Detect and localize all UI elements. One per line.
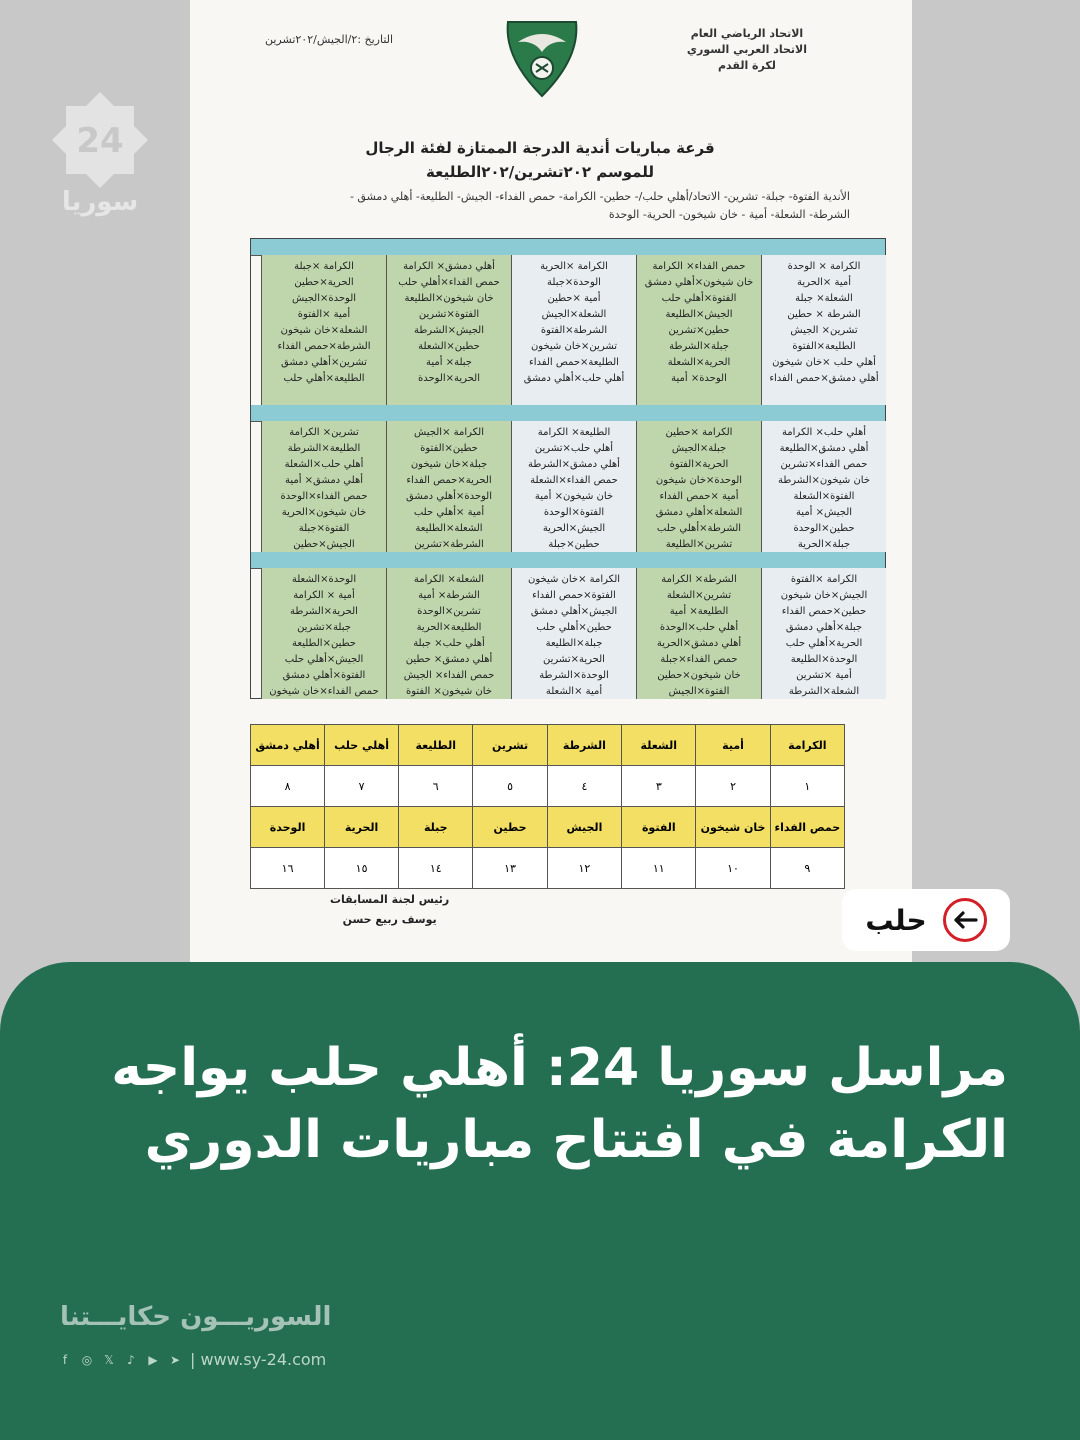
- instagram-icon[interactable]: ◎: [81, 1352, 93, 1367]
- fixture-cell: [761, 568, 886, 699]
- team-number: ٨: [251, 766, 325, 807]
- fixture-match: الشعلة× الكرامة: [413, 574, 485, 585]
- fixture-match: الطليعة×الفتوة: [792, 341, 856, 352]
- team-name: حمص الفداء: [770, 807, 844, 848]
- fixture-match: الفتوة×جبلة: [298, 523, 350, 534]
- arrow-left-icon: [943, 898, 987, 942]
- team-name: الجيش: [547, 807, 622, 848]
- team-name: الحرية: [325, 807, 399, 848]
- fixture-cell: [511, 568, 636, 699]
- tiktok-icon[interactable]: ♪: [127, 1352, 135, 1367]
- fixture-match: حطين×حمص الفداء: [781, 606, 867, 617]
- fixture-match: الحرية×تشرين: [543, 654, 605, 665]
- fixture-match: الشعلة×خان شيخون: [280, 325, 368, 336]
- watermark-word: سوريا: [61, 187, 139, 217]
- team-number: ١٥: [325, 848, 399, 889]
- fixture-cell: [386, 568, 511, 699]
- fixture-match: تشرين×الشعلة: [666, 590, 732, 601]
- fixture-match: الكرامة ×خان شيخون: [527, 574, 621, 585]
- fixture-match: خان شيخون× الفتوة: [406, 686, 492, 697]
- fixture-match: أهلي حلب×الشعلة: [284, 459, 364, 470]
- fixture-match: حطين×تشرين: [668, 325, 730, 336]
- fixture-match: الحرية×الوحدة: [418, 373, 480, 384]
- telegram-icon[interactable]: ➤: [169, 1352, 181, 1367]
- fixture-cell: [511, 421, 636, 552]
- fixture-match: أهلي دمشق× الكرامة: [403, 261, 495, 272]
- fixture-match: الكرامة ×حطين: [665, 427, 733, 438]
- team-name: الفتوة: [622, 807, 696, 848]
- headline: مراسل سوريا 24: أهلي حلب يواجه الكرامة في افتتاح مباريات الدوري: [111, 1038, 1008, 1170]
- fixture-match: الشرطة× الكرامة: [661, 574, 737, 585]
- fixture-match: حمص الفداء×خان شيخون: [269, 686, 379, 697]
- fixture-match: أهلي حلب× جبلة: [413, 638, 485, 649]
- fixture-match: الشعلة×الطليعة: [415, 523, 483, 534]
- team-name: جبلة: [399, 807, 473, 848]
- team-number: ٢: [696, 766, 770, 807]
- fixture-match: الجيش×أهلي حلب: [284, 654, 364, 665]
- fixture-match: الشرطة× أمية: [418, 590, 480, 601]
- fixture-cell: [386, 421, 511, 552]
- round-header: [251, 239, 885, 256]
- doc-title: [340, 136, 740, 184]
- fixture-match: الفتوة×أهلي حلب: [661, 293, 737, 304]
- fixture-match: الحرية×أهلي حلب: [785, 638, 863, 649]
- fixture-match: الطليعة×الحرية: [416, 622, 482, 633]
- fixture-match: تشرين×الطليعة: [665, 539, 733, 550]
- fixture-match: الشعلة×الشرطة: [788, 686, 860, 697]
- fixture-match: حمص الفداء×تشرين: [780, 459, 868, 470]
- fixture-match: الجيش×حطين: [293, 539, 355, 550]
- fixture-match: تشرين×الوحدة: [417, 606, 481, 617]
- fixture-match: جبلة×الجيش: [671, 443, 727, 454]
- fixture-match: الحرية×الشرطة: [290, 606, 358, 617]
- fixture-match: الفتوة×الجيش: [668, 686, 730, 697]
- fixture-match: الجيش×خان شيخون: [780, 590, 868, 601]
- fixture-cell: [761, 421, 886, 552]
- fixture-match: خان شيخون×الحرية: [281, 507, 367, 518]
- fixture-match: الشعلة×الجيش: [541, 309, 607, 320]
- fixture-cell: [636, 568, 761, 699]
- fixture-match: الشرطة×أهلي حلب: [656, 523, 742, 534]
- signature-block: [330, 890, 449, 930]
- fixture-match: أهلي دمشق×حمص الفداء: [769, 373, 879, 384]
- fixture-match: حطين×جبلة: [548, 539, 600, 550]
- fixture-match: أهلي حلب×الوحدة: [659, 622, 739, 633]
- team-number: ١٠: [696, 848, 770, 889]
- clubs-line: الأندية الفتوة- جبلة- تشرين- الاتحاد/أهلي حلب/- حطين- الكرامة- حمص الفداء- الجيش- الطليعة- أهلي دمشق -: [349, 190, 850, 203]
- fixture-match: الحرية×حمص الفداء: [406, 475, 492, 486]
- fixture-match: الحرية×حطين: [294, 277, 354, 288]
- signature-name: يوسف ربيع حسن: [342, 913, 437, 926]
- fixture-match: أهلي دمشق×الحرية: [656, 638, 742, 649]
- fixture-match: حمص الفداء×أهلي حلب: [398, 277, 500, 288]
- fixture-match: جبلة×الشرطة: [669, 341, 729, 352]
- fixture-match: الطليعة×الشرطة: [287, 443, 361, 454]
- fixture-cell: [511, 255, 636, 405]
- fixture-match: الكرامة ×جبلة: [294, 261, 354, 272]
- fixture-match: أمية ×حمص الفداء: [659, 491, 739, 502]
- fixture-match: حطين×الشعلة: [418, 341, 480, 352]
- fixture-match: حمص الفداء× الكرامة: [652, 261, 746, 272]
- team-name: تشرين: [473, 725, 547, 766]
- brand-tagline: السوريـــون حكايـــتنا: [60, 1302, 332, 1332]
- fixture-match: خان شيخون×حطين: [657, 670, 741, 681]
- doc-date: التاريخ :٢/الجيش/٢٠٢تشرين: [265, 33, 394, 46]
- document-scan: [190, 0, 912, 1000]
- doc-issuer: [687, 26, 807, 74]
- fixture-match: الشرطة × حطين: [787, 309, 861, 320]
- location-label: حلب: [865, 903, 927, 937]
- fixture-match: أهلي حلب× الكرامة: [781, 427, 867, 438]
- fixture-match: تشرين×خان شيخون: [530, 341, 618, 352]
- team-name: خان شيخون: [696, 807, 770, 848]
- fixture-match: تشرين×أهلي دمشق: [281, 357, 367, 368]
- fixture-match: الجيش× أمية: [795, 507, 853, 518]
- fixture-match: الوحدة×خان شيخون: [655, 475, 743, 486]
- fixture-match: حمص الفداء×الوحدة: [280, 491, 368, 502]
- fixture-cell: [636, 255, 761, 405]
- doc-title-line: قرعة مباريات أندية الدرجة الممتازة لفئة الرجال: [365, 139, 715, 157]
- fixture-match: جبلة×أهلي دمشق: [785, 622, 863, 633]
- team-name: أهلي حلب: [325, 725, 399, 766]
- doc-title-line: للموسم ٢٠٢تشرين/٢٠٢الطليعة: [426, 163, 654, 181]
- clubs-list: [250, 188, 850, 224]
- fixture-match: خان شيخون×أهلي دمشق: [644, 277, 754, 288]
- team-number: ١٤: [399, 848, 473, 889]
- fixture-cell: [261, 568, 386, 699]
- team-number: ٣: [622, 766, 696, 807]
- issuer-line: الاتحاد الرياضي العام: [690, 27, 804, 40]
- team-name: الكرامة: [770, 725, 844, 766]
- fixture-match: الفتوة×أهلي دمشق: [282, 670, 366, 681]
- fixture-match: خان شيخون×الشرطة: [777, 475, 871, 486]
- issuer-line: الاتحاد العربي السوري: [686, 43, 807, 56]
- clubs-line: الشرطة- الشعلة- أمية - خان شيخون- الحرية- الوحدة: [608, 208, 850, 221]
- fixture-match: حطين×الطليعة: [292, 638, 356, 649]
- team-number: ٦: [399, 766, 473, 807]
- fixture-match: الوحدة×الشعلة: [291, 574, 357, 585]
- fixture-match: جبلة×خان شيخون: [410, 459, 488, 470]
- fixture-match: الفتوة×الشعلة: [793, 491, 855, 502]
- fixture-match: أمية ×أهلي حلب: [413, 507, 485, 518]
- fixture-match: الجيش×الشرطة: [413, 325, 484, 336]
- fixture-match: أهلي حلب ×خان شيخون: [772, 357, 876, 368]
- fixture-match: الشرطة×تشرين: [414, 539, 484, 550]
- fixture-match: الطليعة×حمص الفداء: [529, 357, 619, 368]
- fixture-match: الطليعة× أمية: [669, 606, 729, 617]
- fixture-match: أهلي دمشق× أمية: [284, 475, 364, 486]
- team-number: ١٢: [547, 848, 622, 889]
- fixture-match: الوحدة×الجيش: [291, 293, 357, 304]
- fixture-match: أمية ×الشعلة: [545, 686, 603, 697]
- team-name: أمية: [696, 725, 770, 766]
- team-name: الطليعة: [399, 725, 473, 766]
- fixture-cell: [761, 255, 886, 405]
- fixture-match: أهلي دمشق× حطين: [405, 654, 493, 665]
- fixture-match: الكرامة ×الحرية: [540, 261, 608, 272]
- team-number: ١٦: [251, 848, 325, 889]
- fixtures-grid: [250, 238, 886, 699]
- fixture-match: تشرين× الكرامة: [289, 427, 359, 438]
- footer-social-row: [58, 1350, 326, 1369]
- fixture-match: حمص الفداء× الجيش: [403, 670, 495, 681]
- team-name: الشعلة: [622, 725, 696, 766]
- website-link[interactable]: | www.sy-24.com: [190, 1350, 327, 1369]
- facebook-icon[interactable]: f: [62, 1352, 68, 1367]
- fixture-match: الفتوة×الوحدة: [543, 507, 605, 518]
- fixture-match: أمية ×الفتوة: [297, 309, 351, 320]
- fixture-match: الطليعة× الكرامة: [537, 427, 611, 438]
- youtube-icon[interactable]: ▶: [148, 1352, 158, 1367]
- fixture-match: الفتوة×حمص الفداء: [532, 590, 616, 601]
- fixture-match: أهلي دمشق×الطليعة: [779, 443, 869, 454]
- fixture-match: أمية ×تشرين: [796, 670, 852, 681]
- team-number: ٥: [473, 766, 547, 807]
- fixture-cell: [261, 255, 386, 405]
- fixture-match: الوحدة×جبلة: [547, 277, 601, 288]
- team-name: أهلي دمشق: [251, 725, 325, 766]
- fixture-match: جبلة×الطليعة: [545, 638, 603, 649]
- fixture-match: الوحدة× أمية: [671, 373, 727, 384]
- fixture-match: الشعلة×أهلي دمشق: [655, 507, 743, 518]
- fixture-match: الوحدة×الشرطة: [539, 670, 609, 681]
- watermark-number: 24: [76, 121, 124, 161]
- fixture-match: حطين×أهلي حلب: [536, 622, 612, 633]
- fixture-match: الجيش×الحرية: [542, 523, 606, 534]
- syria24-watermark-logo: [52, 92, 148, 222]
- fixture-match: جبلة×الحرية: [797, 539, 851, 550]
- fixture-match: الوحدة×الطليعة: [790, 654, 858, 665]
- fixture-cell: [261, 421, 386, 552]
- fixture-match: جبلة×تشرين: [297, 622, 351, 633]
- fixture-match: أمية × الكرامة: [293, 590, 355, 601]
- fixture-match: أهلي حلب×أهلي دمشق: [523, 373, 625, 384]
- fixture-match: الحرية×الفتوة: [669, 459, 729, 470]
- fixture-match: الوحدة×أهلي دمشق: [406, 491, 492, 502]
- fixture-match: حطين×الوحدة: [793, 523, 855, 534]
- location-tag[interactable]: [842, 889, 1010, 951]
- fixture-match: الطليعة×أهلي حلب: [283, 373, 365, 384]
- fixture-match: الحرية×الشعلة: [667, 357, 731, 368]
- fixture-match: حطين×الفتوة: [420, 443, 478, 454]
- team-numbers-table: [250, 724, 845, 889]
- fixture-match: حمص الفداء×جبلة: [660, 654, 738, 665]
- team-number: ٩: [770, 848, 844, 889]
- signature-title: رئيس لجنة المسابقات: [330, 893, 450, 906]
- fixture-match: خان شيخون×الطليعة: [404, 293, 494, 304]
- team-number: ١٣: [473, 848, 547, 889]
- team-number: ١: [770, 766, 844, 807]
- fixture-match: جبلة× أمية: [426, 357, 472, 368]
- x-icon[interactable]: 𝕏: [104, 1352, 114, 1367]
- fixture-match: حمص الفداء×الشعلة: [530, 475, 618, 486]
- fixture-match: الفتوة×تشرين: [418, 309, 480, 320]
- round-header: [251, 552, 885, 569]
- fixture-match: الشرطة×حمص الفداء: [277, 341, 371, 352]
- fixture-cell: [636, 421, 761, 552]
- fixture-match: الشرطة×الفتوة: [540, 325, 608, 336]
- team-name: الوحدة: [251, 807, 325, 848]
- fixture-match: الشعلة× جبلة: [795, 293, 853, 304]
- fixture-match: خان شيخون× أمية: [534, 491, 614, 502]
- fixture-match: الكرامة ×الفتوة: [790, 574, 858, 585]
- team-number: ٤: [547, 766, 622, 807]
- fixture-match: تشرين× الجيش: [790, 325, 858, 336]
- team-number: ١١: [622, 848, 696, 889]
- team-number: ٧: [325, 766, 399, 807]
- fixture-match: الكرامة ×الجيش: [414, 427, 484, 438]
- fixture-match: أمية ×الحرية: [796, 277, 851, 288]
- fixture-cell: [386, 255, 511, 405]
- fixture-match: أمية ×حطين: [547, 293, 601, 304]
- team-name: حطين: [473, 807, 547, 848]
- fixture-match: أهلي حلب×تشرين: [534, 443, 614, 454]
- federation-crest-icon: [500, 18, 584, 100]
- round-header: [251, 405, 885, 422]
- team-name: الشرطة: [547, 725, 622, 766]
- fixture-match: الجيش×الطليعة: [665, 309, 733, 320]
- issuer-line: لكرة القدم: [717, 59, 776, 72]
- fixture-match: الجيش×أهلي دمشق: [530, 606, 618, 617]
- fixture-match: أهلي دمشق×الشرطة: [528, 459, 620, 470]
- fixture-match: الكرامة × الوحدة: [787, 261, 861, 272]
